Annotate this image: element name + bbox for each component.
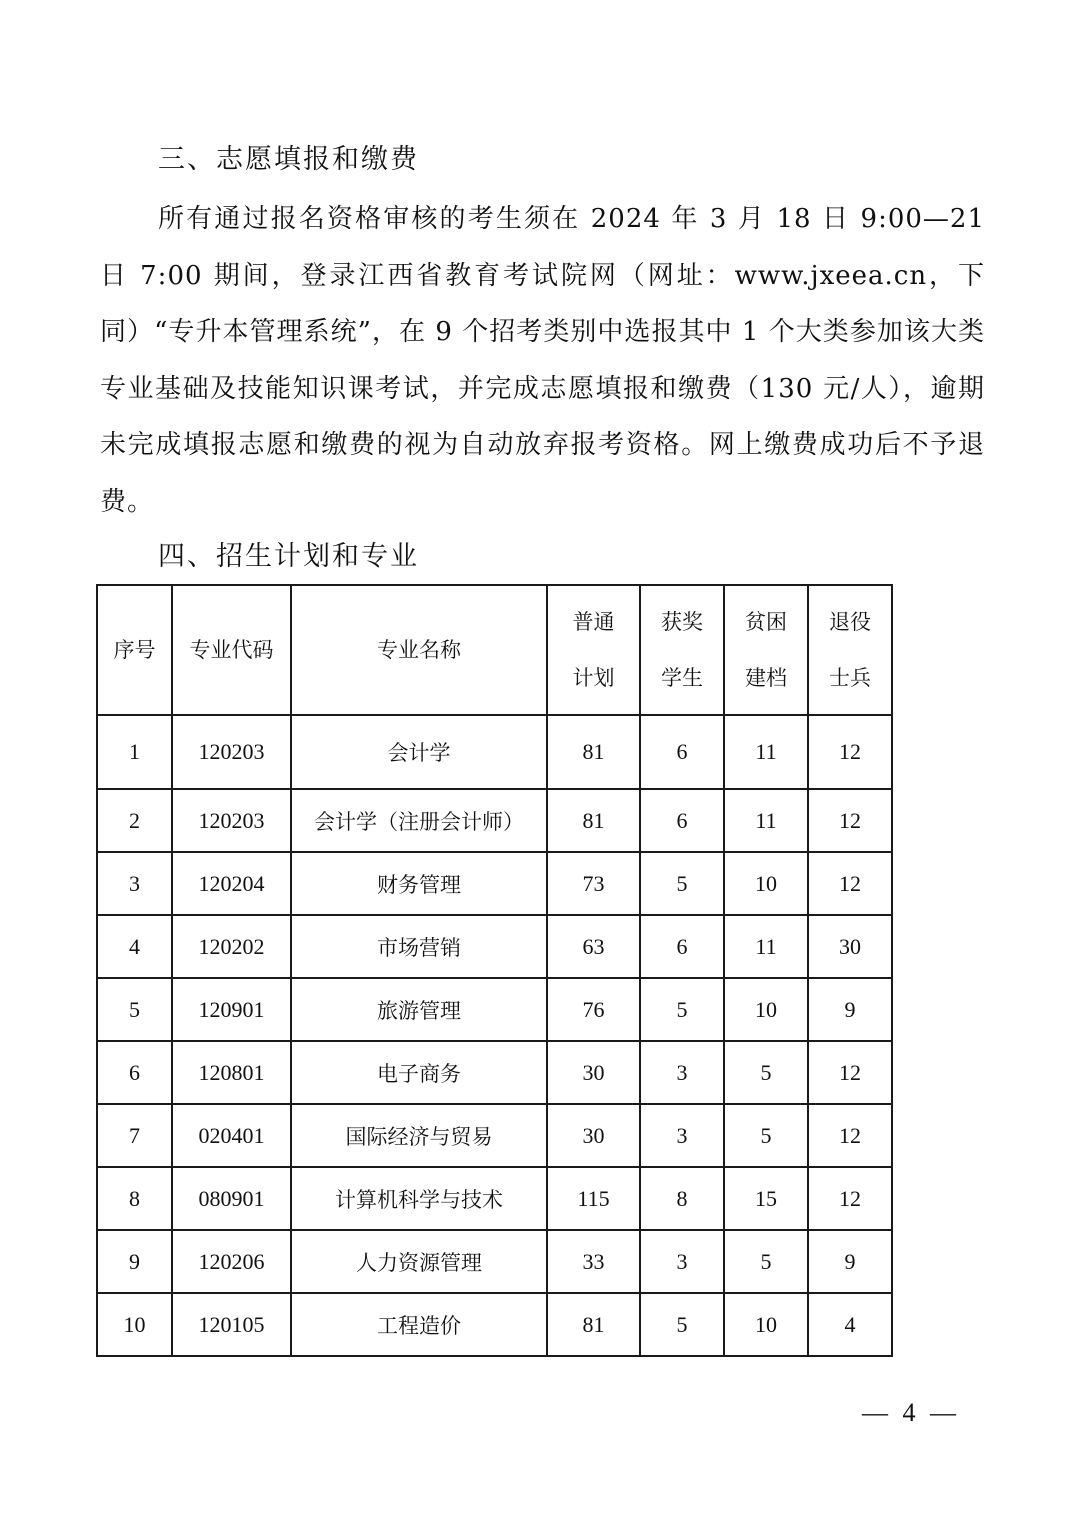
header-major-code: 专业代码 — [172, 585, 291, 715]
cell-poverty: 10 — [724, 978, 808, 1041]
cell-code: 020401 — [172, 1104, 291, 1167]
cell-regular: 76 — [547, 978, 640, 1041]
cell-seq: 3 — [97, 852, 172, 915]
cell-major: 旅游管理 — [291, 978, 547, 1041]
cell-award: 6 — [640, 915, 724, 978]
cell-poverty: 5 — [724, 1041, 808, 1104]
header-major-name: 专业名称 — [291, 585, 547, 715]
cell-poverty: 10 — [724, 1293, 808, 1356]
cell-regular: 81 — [547, 715, 640, 789]
cell-seq: 1 — [97, 715, 172, 789]
cell-major: 会计学 — [291, 715, 547, 789]
cell-poverty: 10 — [724, 852, 808, 915]
table-row — [97, 978, 892, 1041]
table-row — [97, 915, 892, 978]
cell-major: 计算机科学与技术 — [291, 1167, 547, 1230]
cell-seq: 5 — [97, 978, 172, 1041]
cell-regular: 73 — [547, 852, 640, 915]
cell-award: 6 — [640, 789, 724, 852]
cell-code: 120202 — [172, 915, 291, 978]
section-3-heading: 三、志愿填报和缴费 — [158, 144, 419, 175]
cell-award: 6 — [640, 715, 724, 789]
cell-seq: 7 — [97, 1104, 172, 1167]
header-veterans — [808, 585, 892, 715]
header-poverty-registered-text: 贫困建档 — [745, 610, 787, 690]
cell-award: 5 — [640, 978, 724, 1041]
cell-veteran: 12 — [808, 1041, 892, 1104]
header-poverty-registered — [724, 585, 808, 715]
cell-poverty: 5 — [724, 1230, 808, 1293]
cell-code: 120801 — [172, 1041, 291, 1104]
table-row — [97, 715, 892, 789]
cell-seq: 2 — [97, 789, 172, 852]
cell-award: 5 — [640, 852, 724, 915]
cell-regular: 81 — [547, 1293, 640, 1356]
cell-seq: 6 — [97, 1041, 172, 1104]
cell-code: 120105 — [172, 1293, 291, 1356]
cell-regular: 81 — [547, 789, 640, 852]
table-row — [97, 1230, 892, 1293]
cell-seq: 8 — [97, 1167, 172, 1230]
cell-award: 8 — [640, 1167, 724, 1230]
cell-poverty: 11 — [724, 915, 808, 978]
cell-veteran: 12 — [808, 789, 892, 852]
page-number: — 4 — — [862, 1398, 960, 1427]
cell-major: 市场营销 — [291, 915, 547, 978]
cell-major: 会计学（注册会计师） — [291, 789, 547, 852]
table-row — [97, 852, 892, 915]
cell-code: 120206 — [172, 1230, 291, 1293]
cell-veteran: 12 — [808, 852, 892, 915]
table-header-row — [97, 585, 892, 715]
cell-veteran: 12 — [808, 1167, 892, 1230]
cell-poverty: 11 — [724, 715, 808, 789]
cell-code: 120204 — [172, 852, 291, 915]
cell-veteran: 9 — [808, 978, 892, 1041]
cell-award: 3 — [640, 1230, 724, 1293]
cell-award: 3 — [640, 1104, 724, 1167]
cell-veteran: 30 — [808, 915, 892, 978]
cell-award: 5 — [640, 1293, 724, 1356]
cell-major: 财务管理 — [291, 852, 547, 915]
cell-major: 人力资源管理 — [291, 1230, 547, 1293]
cell-regular: 30 — [547, 1041, 640, 1104]
cell-major: 国际经济与贸易 — [291, 1104, 547, 1167]
header-award-students — [640, 585, 724, 715]
cell-veteran: 12 — [808, 715, 892, 789]
cell-veteran: 9 — [808, 1230, 892, 1293]
cell-regular: 63 — [547, 915, 640, 978]
header-regular-plan — [547, 585, 640, 715]
table-row — [97, 1041, 892, 1104]
table-row — [97, 1293, 892, 1356]
cell-regular: 30 — [547, 1104, 640, 1167]
cell-major: 电子商务 — [291, 1041, 547, 1104]
cell-seq: 9 — [97, 1230, 172, 1293]
table-row — [97, 789, 892, 852]
cell-poverty: 15 — [724, 1167, 808, 1230]
cell-code: 120203 — [172, 715, 291, 789]
enrollment-plan-table — [96, 584, 893, 1357]
cell-regular: 33 — [547, 1230, 640, 1293]
cell-code: 080901 — [172, 1167, 291, 1230]
cell-award: 3 — [640, 1041, 724, 1104]
header-seq: 序号 — [97, 585, 172, 715]
section-3-paragraph: 所有通过报名资格审核的考生须在 2024 年 3 月 18 日 9:00—21 日 7:00 期间，登录江西省教育考试院网（网址：www.jxeea.cn，下同）“专升本管理系统”，在 9 个招考类别中选报其中 1 个大类参加该大类专业基础及技能知识课考试，并完成志愿填报和缴费（130 元/人），逾期未完成填报志愿和缴费的视为自动放弃报考资格。网上缴费成功后不予退费。 — [100, 204, 985, 517]
cell-code: 120203 — [172, 789, 291, 852]
section-4-heading: 四、招生计划和专业 — [158, 541, 419, 572]
cell-seq: 10 — [97, 1293, 172, 1356]
cell-code: 120901 — [172, 978, 291, 1041]
cell-poverty: 11 — [724, 789, 808, 852]
cell-regular: 115 — [547, 1167, 640, 1230]
cell-poverty: 5 — [724, 1104, 808, 1167]
cell-veteran: 4 — [808, 1293, 892, 1356]
header-award-students-text: 获奖学生 — [661, 610, 703, 690]
header-veterans-text: 退役士兵 — [829, 610, 871, 690]
cell-seq: 4 — [97, 915, 172, 978]
table-row — [97, 1167, 892, 1230]
header-regular-plan-text: 普通计划 — [572, 610, 615, 690]
cell-major: 工程造价 — [291, 1293, 547, 1356]
table-row — [97, 1104, 892, 1167]
cell-veteran: 12 — [808, 1104, 892, 1167]
